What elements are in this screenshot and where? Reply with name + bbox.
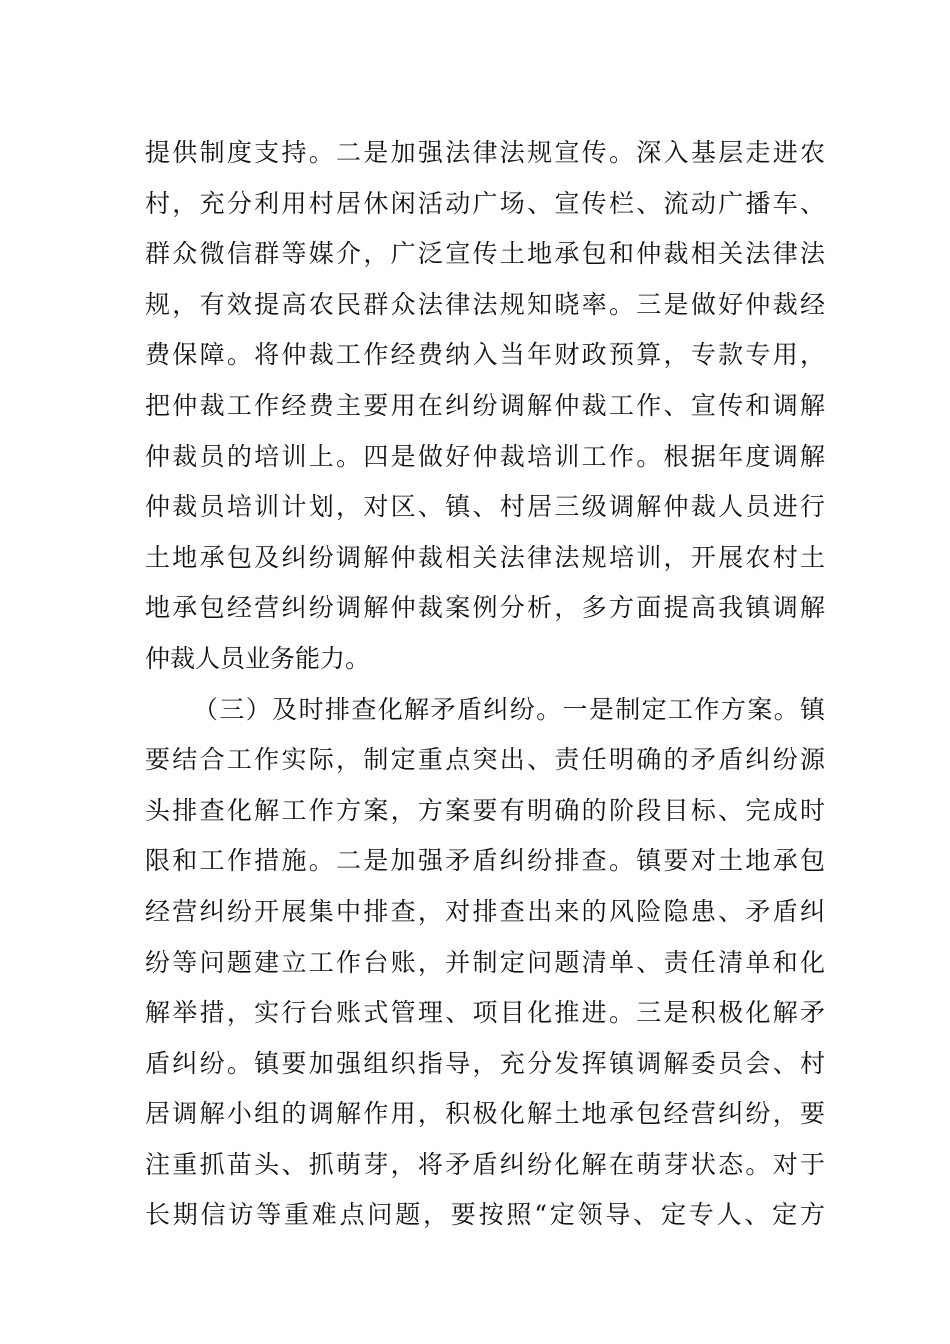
text-line: 限和工作措施。二是加强矛盾纠纷排查。镇要对土地承包: [145, 846, 825, 876]
text-line: 头排查化解工作方案，方案要有明确的阶段目标、完成时: [145, 795, 825, 825]
text-line: 注重抓苗头、抓萌芽，将矛盾纠纷化解在萌芽状态。对于: [145, 1149, 825, 1179]
text-line: 群众微信群等媒介，广泛宣传土地承包和仲裁相关法律法: [145, 239, 825, 269]
text-line: 仲裁员培训计划，对区、镇、村居三级调解仲裁人员进行: [145, 492, 825, 522]
text-line: 盾纠纷。镇要加强组织指导，充分发挥镇调解委员会、村: [145, 1048, 825, 1078]
text-line: 居调解小组的调解作用，积极化解土地承包经营纠纷，要: [145, 1099, 825, 1129]
section-heading-line: （三）及时排查化解矛盾纠纷。一是制定工作方案。镇: [193, 694, 825, 724]
text-line: 纷等问题建立工作台账，并制定问题清单、责任清单和化: [145, 947, 825, 977]
text-line: 经营纠纷开展集中排查，对排查出来的风险隐患、矛盾纠: [145, 896, 825, 926]
text-line: 要结合工作实际，制定重点突出、责任明确的矛盾纠纷源: [145, 745, 825, 775]
text-line: 土地承包及纠纷调解仲裁相关法律法规培训，开展农村土: [145, 542, 825, 572]
body-text: [145, 128, 825, 1241]
text-line: 提供制度支持。二是加强法律法规宣传。深入基层走进农: [145, 138, 825, 167]
text-line: 解举措，实行台账式管理、项目化推进。三是积极化解矛: [145, 998, 825, 1028]
paragraph-end-line: 仲裁人员业务能力。: [145, 643, 371, 673]
text-line: 长期信访等重难点问题，要按照“定领导、定专人、定方: [145, 1200, 825, 1230]
text-line: 费保障。将仲裁工作经费纳入当年财政预算，专款专用，: [145, 340, 825, 370]
text-line: 仲裁员的培训上。四是做好仲裁培训工作。根据年度调解: [145, 441, 825, 471]
text-line: 把仲裁工作经费主要用在纠纷调解仲裁工作、宣传和调解: [145, 390, 825, 420]
text-line: 规，有效提高农民群众法律法规知晓率。三是做好仲裁经: [145, 289, 825, 319]
text-line: 村，充分利用村居休闲活动广场、宣传栏、流动广播车、: [145, 188, 825, 218]
text-line: 地承包经营纠纷调解仲裁案例分析，多方面提高我镇调解: [145, 593, 825, 623]
